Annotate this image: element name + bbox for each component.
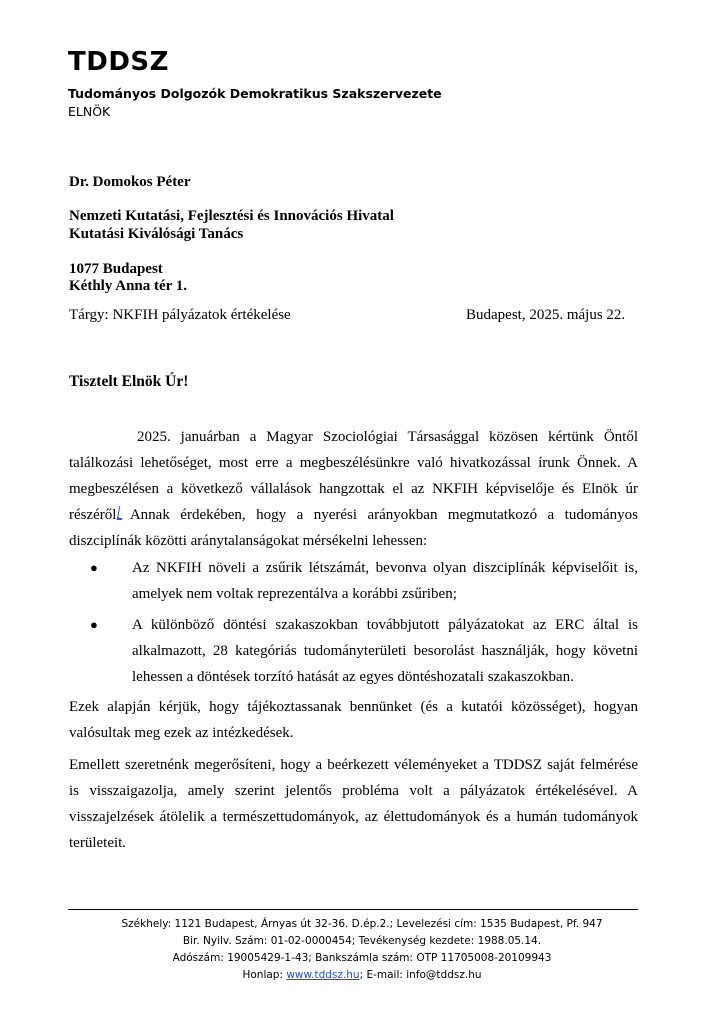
body-paragraph-2: Ezek alapján kérjük, hogy tájékoztassanak bennünket (és a kutatói közösséget), hogyan valósultak meg ezek az intézkedések. xyxy=(69,699,638,741)
recipient-city: 1077 Budapest xyxy=(69,261,163,277)
list-item-text: A különböző döntési szakaszokban továbbjutott pályázatokat az ERC által is alkalmazott, 28 kategóriás tudományterületi besorolást használják, hogy követni lehessen a döntések torzító hatását az egyes döntéshozatali szakaszokban. xyxy=(132,617,638,685)
body-paragraph-1 xyxy=(69,424,638,554)
homepage-label: Honlap: xyxy=(242,969,287,981)
subject-line: Tárgy: NKFIH pályázatok értékelése xyxy=(69,307,291,323)
bullet-icon: ● xyxy=(90,560,98,575)
recipient-org-line2: Kutatási Kiválósági Tanács xyxy=(69,226,244,242)
homepage-link[interactable]: www.tddsz.hu xyxy=(286,969,360,981)
footer-divider xyxy=(68,909,638,910)
salutation: Tisztelt Elnök Úr! xyxy=(69,373,189,390)
body-paragraph-1-part-a: 2025. januárban a Magyar Szociológiai Társasággal közösen kértünk Öntől találkozási lehetőséget, most erre a megbeszélésünkre való hivatkozással írunk Önnek. A megbeszélésen a következő vállalások hangzottak el az NKFIH képviselője és Elnök úr részéről. xyxy=(69,429,638,523)
footer-address: Székhely: 1121 Budapest, Árnyas út 32-36. D.ép.2.; Levelezési cím: 1535 Budapest, Pf. 947 xyxy=(121,918,603,930)
recipient-org-line1: Nemzeti Kutatási, Fejlesztési és Innovációs Hivatal xyxy=(69,208,394,224)
recipient-street: Kéthly Anna tér 1. xyxy=(69,278,188,294)
bullet-icon: ● xyxy=(90,617,98,632)
list-item-text: Az NKFIH növeli a zsűrik létszámát, bevonva olyan diszciplínák képviselőit is, amelyek nem voltak reprezentálva a korábbi zsűriben; xyxy=(132,560,638,602)
org-full-name: Tudományos Dolgozók Demokratikus Szakszervezete xyxy=(68,86,442,101)
footer-registration: Bir. Nyilv. Szám: 01-02-0000454; Tevékenység kezdete: 1988.05.14. xyxy=(182,935,542,947)
body-paragraph-1-part-b: Annak érdekében, hogy a nyerési arányokban megmutatkozó a tudományos diszciplínák közötti aránytalanságokat mérsékelni lehessen: xyxy=(69,507,638,549)
org-abbreviation: TDDSZ xyxy=(68,47,169,77)
body-paragraph-3: Emellett szeretnénk megerősíteni, hogy a beérkezett véleményeket a TDDSZ saját felmérése is visszaigazolja, amely szerint jelentős probléma volt a pályázatok értékelésével. A visszajelzések átölelik a természettudományok, az élettudományok és a humán tudományok területeit. xyxy=(69,757,638,851)
sender-role: ELNÖK xyxy=(68,104,111,119)
footer-contact xyxy=(0,968,724,982)
letter-date: Budapest, 2025. május 22. xyxy=(466,307,626,323)
recipient-name: Dr. Domokos Péter xyxy=(69,174,191,190)
contact-email: ; E-mail: info@tddsz.hu xyxy=(359,969,482,981)
footer-tax-bank: Adószám: 19005429-1-43; Bankszámla szám: OTP 11705008-20109943 xyxy=(172,952,552,964)
